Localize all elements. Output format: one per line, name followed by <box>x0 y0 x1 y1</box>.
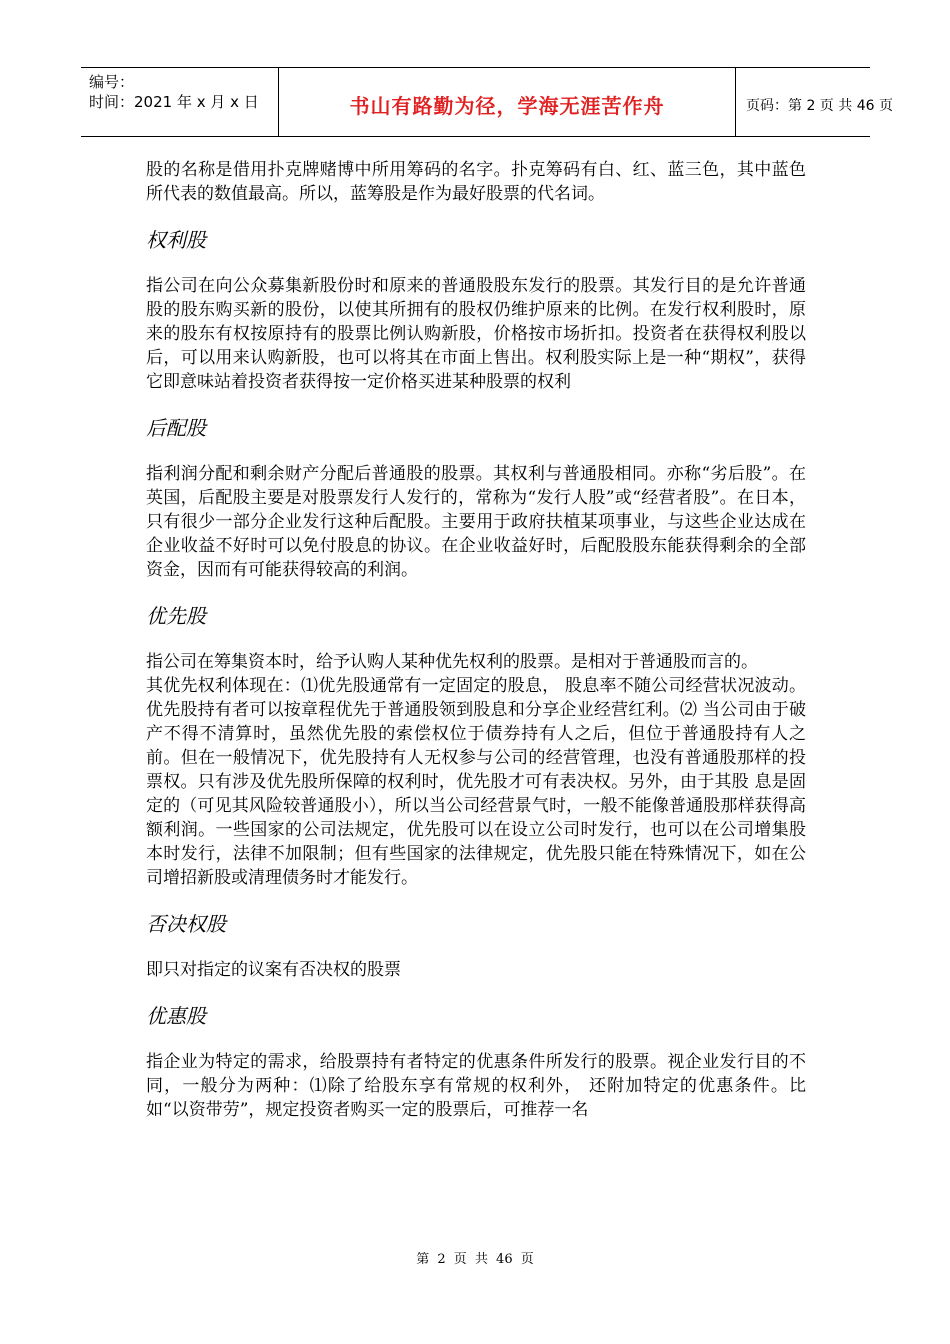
section-heading-deferred-shares: 后配股 <box>146 416 206 440</box>
section-paragraph: 其优先权利体现在：⑴优先股通常有一定固定的股息， 股息率不随公司经营状况波动。优先股持有者可以按章程优先于普通股领到股息和分享企业经营红利。⑵ 当公司由于破产不得不清算时，虽然优先股的索偿权位于债券持有人之后，但位于普通股持有人之前。但在一般情况下，优先股持有人无权参与公司的经营管理，也没有普通股那样的投票权。只有涉及优先股所保障的权利时，优先股才可有表决权。另外，由于其股 息是固定的（可见其风险较普通股小），所以当公司经营景气时，一般不能像普通股那样获得高额利润。一些国家的公司法规定，优先股可以在设立公司时发行，也可以在公司增集股本时发行，法律不加限制；但有些国家的法律规定，优先股只能在特殊情况下，如在公司增招新股或清理债务时才能发行。 <box>146 676 806 888</box>
page-footer: 第 2 页 共 46 页 <box>416 1252 534 1267</box>
section-paragraph: 指企业为特定的需求，给股票持有者特定的优惠条件所发行的股票。视企业发行目的不同，一般分为两种：⑴除了给股东享有常规的权利外， 还附加特定的优惠条件。比如“以资带劳”，规定投资者购买一定的股票后，可推荐一名 <box>146 1052 806 1120</box>
header-page-cell <box>736 68 893 136</box>
section-paragraph: 指利润分配和剩余财产分配后普通股的股票。其权利与普通股相同。亦称“劣后股”。在英国，后配股主要是对股票发行人发行的，常称为“发行人股”或“经营者股”。在日本，只有很少一部分企业发行这种后配股。主要用于政府扶植某项事业，与这些企业达成在企业收益不好时可以免付股息的协议。在企业收益好时，后配股股东能获得剩余的全部资金，因而有可能获得较高的利润。 <box>146 464 806 580</box>
section-paragraph: 即只对指定的议案有否决权的股票 <box>146 960 401 980</box>
document-time-label: 时间：2021 年 x 月 x 日 <box>89 93 259 111</box>
section-heading-veto-shares: 否决权股 <box>146 912 226 936</box>
section-heading-rights-shares: 权利股 <box>146 228 206 252</box>
document-number-label: 编号： <box>89 73 135 91</box>
section-heading-preferential-shares: 优惠股 <box>146 1004 206 1028</box>
header-motto-cell <box>279 68 736 136</box>
section-heading-preferred-shares: 优先股 <box>146 604 206 628</box>
document-body <box>146 158 806 1122</box>
section-paragraph: 指公司在筹集资本时，给予认购人某种优先权利的股票。是相对于普通股而言的。 <box>146 652 758 672</box>
header-meta-cell <box>81 68 279 136</box>
document-header <box>81 67 893 137</box>
intro-paragraph: 股的名称是借用扑克牌赌博中所用筹码的名字。扑克筹码有白、红、蓝三色，其中蓝色所代表的数值最高。所以，蓝筹股是作为最好股票的代名词。 <box>146 160 806 204</box>
section-paragraph: 指公司在向公众募集新股份时和原来的普通股股东发行的股票。其发行目的是允许普通股的股东购买新的股份，以使其所拥有的股权仍维护原来的比例。在发行权利股时，原来的股东有权按原持有的股票比例认购新股，价格按市场折扣。投资者在获得权利股以后，可以用来认购新股，也可以将其在市面上售出。权利股实际上是一种“期权”，获得它即意味站着投资者获得按一定价格买进某种股票的权利 <box>146 276 806 392</box>
header-page-label: 页码：第 2 页 共 46 页 <box>746 98 893 114</box>
header-motto: 书山有路勤为径，学海无涯苦作舟 <box>349 94 665 118</box>
